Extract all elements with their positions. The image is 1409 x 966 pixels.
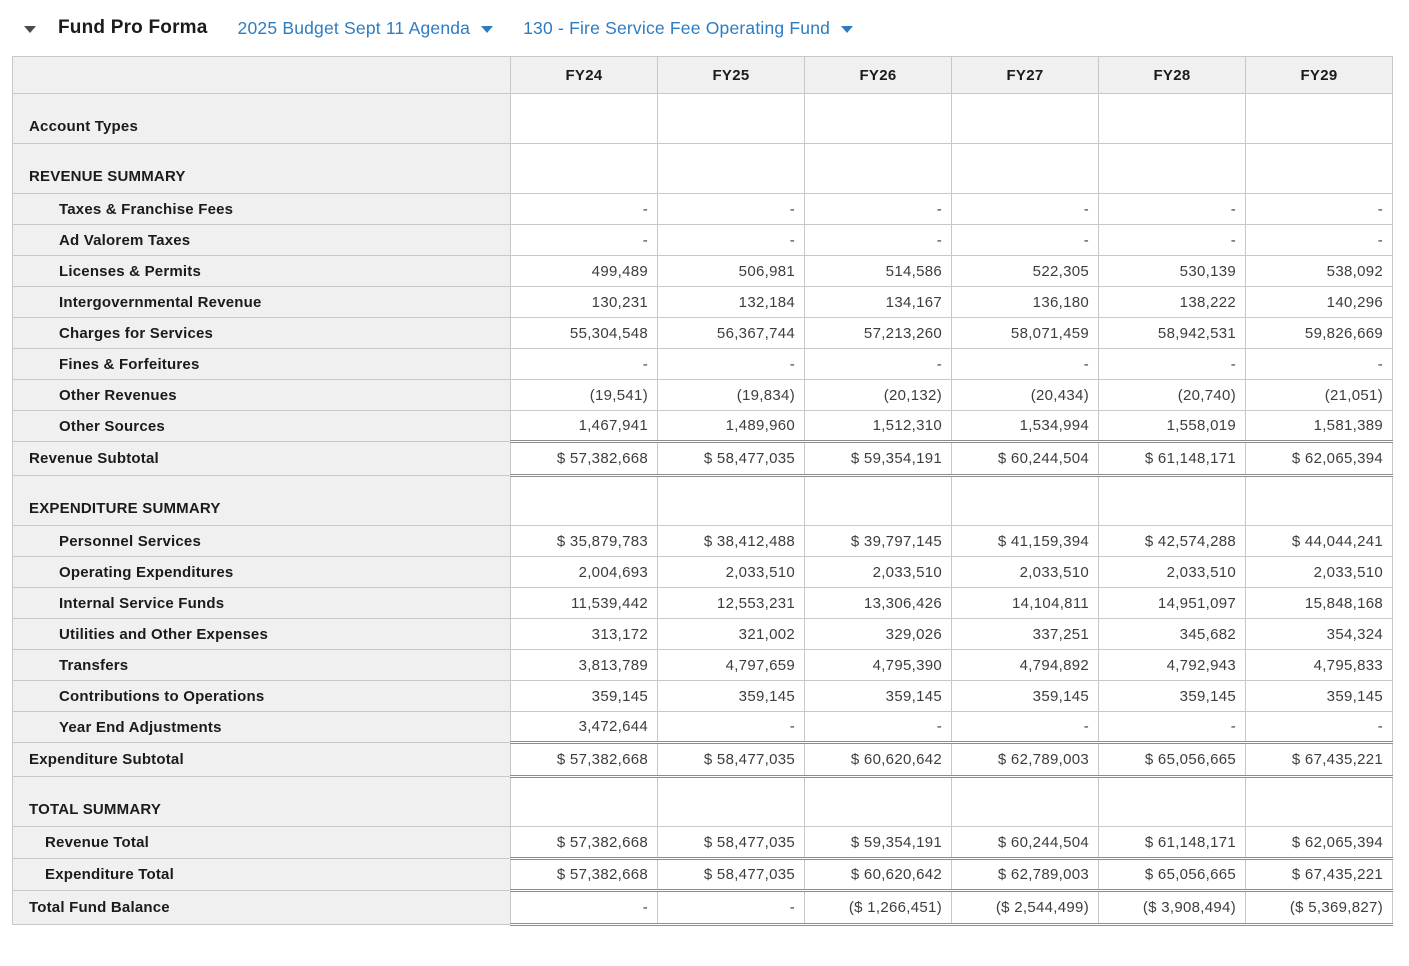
- value-cell-fy26: -: [805, 225, 952, 256]
- value-cell-fy28: 345,682: [1099, 619, 1246, 650]
- value-cell-fy25: 1,489,960: [658, 411, 805, 442]
- total-row: [13, 827, 1393, 859]
- value-cell-fy27: [952, 476, 1099, 526]
- row-label: Expenditure Subtotal: [13, 743, 511, 777]
- value-cell-fy29: 538,092: [1246, 256, 1393, 287]
- value-cell-fy27: [952, 144, 1099, 194]
- value-cell-fy29: 1,581,389: [1246, 411, 1393, 442]
- row-label: Internal Service Funds: [13, 588, 511, 619]
- value-cell-fy29: [1246, 94, 1393, 144]
- value-cell-fy26: [805, 476, 952, 526]
- value-cell-fy24: $ 57,382,668: [511, 442, 658, 476]
- row-label: Personnel Services: [13, 526, 511, 557]
- value-cell-fy28: (20,740): [1099, 380, 1246, 411]
- value-cell-fy26: $ 60,620,642: [805, 859, 952, 891]
- row-label: Licenses & Permits: [13, 256, 511, 287]
- value-cell-fy29: 359,145: [1246, 681, 1393, 712]
- value-cell-fy27: 14,104,811: [952, 588, 1099, 619]
- value-cell-fy27: 337,251: [952, 619, 1099, 650]
- value-cell-fy28: $ 61,148,171: [1099, 827, 1246, 859]
- page-title: Fund Pro Forma: [58, 17, 208, 38]
- row-label: REVENUE SUMMARY: [13, 144, 511, 194]
- column-header-fy26: FY26: [805, 57, 952, 94]
- value-cell-fy26: [805, 94, 952, 144]
- detail-row: [13, 557, 1393, 588]
- value-cell-fy28: $ 42,574,288: [1099, 526, 1246, 557]
- value-cell-fy27: $ 62,789,003: [952, 859, 1099, 891]
- value-cell-fy26: 4,795,390: [805, 650, 952, 681]
- value-cell-fy29: $ 44,044,241: [1246, 526, 1393, 557]
- value-cell-fy29: $ 67,435,221: [1246, 859, 1393, 891]
- value-cell-fy28: 58,942,531: [1099, 318, 1246, 349]
- value-cell-fy26: 514,586: [805, 256, 952, 287]
- row-label: Year End Adjustments: [13, 712, 511, 743]
- row-label: Operating Expenditures: [13, 557, 511, 588]
- row-label: EXPENDITURE SUMMARY: [13, 476, 511, 526]
- value-cell-fy24: -: [511, 891, 658, 925]
- row-label: Utilities and Other Expenses: [13, 619, 511, 650]
- row-label: Expenditure Total: [13, 859, 511, 891]
- row-label: Ad Valorem Taxes: [13, 225, 511, 256]
- value-cell-fy29: -: [1246, 349, 1393, 380]
- value-cell-fy26: -: [805, 194, 952, 225]
- value-cell-fy27: 2,033,510: [952, 557, 1099, 588]
- value-cell-fy26: $ 59,354,191: [805, 827, 952, 859]
- grandtotal-row: [13, 891, 1393, 925]
- value-cell-fy25: -: [658, 194, 805, 225]
- value-cell-fy24: $ 57,382,668: [511, 859, 658, 891]
- chevron-down-icon: [841, 26, 853, 33]
- detail-row: [13, 380, 1393, 411]
- detail-row: [13, 349, 1393, 380]
- value-cell-fy24: 359,145: [511, 681, 658, 712]
- value-cell-fy27: 58,071,459: [952, 318, 1099, 349]
- value-cell-fy25: (19,834): [658, 380, 805, 411]
- row-label: Charges for Services: [13, 318, 511, 349]
- toolbar: [0, 0, 1409, 56]
- fund-proforma-table: [12, 56, 1393, 926]
- row-label: Total Fund Balance: [13, 891, 511, 925]
- total-row: [13, 859, 1393, 891]
- value-cell-fy28: 530,139: [1099, 256, 1246, 287]
- row-label: Revenue Total: [13, 827, 511, 859]
- value-cell-fy26: [805, 777, 952, 827]
- column-header-fy27: FY27: [952, 57, 1099, 94]
- value-cell-fy27: 4,794,892: [952, 650, 1099, 681]
- value-cell-fy27: $ 62,789,003: [952, 743, 1099, 777]
- section-row: [13, 94, 1393, 144]
- column-header-row: [13, 57, 1393, 94]
- value-cell-fy28: -: [1099, 712, 1246, 743]
- value-cell-fy24: $ 35,879,783: [511, 526, 658, 557]
- value-cell-fy27: 522,305: [952, 256, 1099, 287]
- row-label: Transfers: [13, 650, 511, 681]
- value-cell-fy24: 55,304,548: [511, 318, 658, 349]
- row-label: Revenue Subtotal: [13, 442, 511, 476]
- value-cell-fy26: 13,306,426: [805, 588, 952, 619]
- row-label: Account Types: [13, 94, 511, 144]
- value-cell-fy28: 138,222: [1099, 287, 1246, 318]
- fund-dropdown[interactable]: [523, 18, 853, 39]
- value-cell-fy29: 59,826,669: [1246, 318, 1393, 349]
- detail-row: [13, 225, 1393, 256]
- value-cell-fy27: -: [952, 194, 1099, 225]
- chevron-down-icon: [481, 26, 493, 33]
- value-cell-fy29: -: [1246, 194, 1393, 225]
- value-cell-fy25: $ 58,477,035: [658, 442, 805, 476]
- value-cell-fy24: [511, 476, 658, 526]
- value-cell-fy27: 1,534,994: [952, 411, 1099, 442]
- value-cell-fy25: 4,797,659: [658, 650, 805, 681]
- value-cell-fy28: [1099, 94, 1246, 144]
- value-cell-fy26: ($ 1,266,451): [805, 891, 952, 925]
- value-cell-fy26: $ 39,797,145: [805, 526, 952, 557]
- value-cell-fy26: -: [805, 712, 952, 743]
- value-cell-fy29: [1246, 144, 1393, 194]
- value-cell-fy27: (20,434): [952, 380, 1099, 411]
- value-cell-fy24: 2,004,693: [511, 557, 658, 588]
- value-cell-fy25: 321,002: [658, 619, 805, 650]
- section-row: [13, 777, 1393, 827]
- section-row: [13, 144, 1393, 194]
- value-cell-fy26: $ 59,354,191: [805, 442, 952, 476]
- value-cell-fy26: $ 60,620,642: [805, 743, 952, 777]
- fund-dropdown-value: 130 - Fire Service Fee Operating Fund: [523, 17, 831, 38]
- value-cell-fy25: $ 58,477,035: [658, 827, 805, 859]
- value-cell-fy28: [1099, 144, 1246, 194]
- section-row: [13, 476, 1393, 526]
- detail-row: [13, 318, 1393, 349]
- value-cell-fy29: $ 67,435,221: [1246, 743, 1393, 777]
- value-cell-fy25: -: [658, 712, 805, 743]
- value-cell-fy28: $ 65,056,665: [1099, 743, 1246, 777]
- value-cell-fy24: 130,231: [511, 287, 658, 318]
- value-cell-fy28: -: [1099, 194, 1246, 225]
- value-cell-fy25: [658, 777, 805, 827]
- value-cell-fy29: -: [1246, 225, 1393, 256]
- column-header-fy25: FY25: [658, 57, 805, 94]
- value-cell-fy29: 140,296: [1246, 287, 1393, 318]
- value-cell-fy28: -: [1099, 349, 1246, 380]
- value-cell-fy27: 136,180: [952, 287, 1099, 318]
- value-cell-fy29: 4,795,833: [1246, 650, 1393, 681]
- detail-row: [13, 588, 1393, 619]
- value-cell-fy24: 1,467,941: [511, 411, 658, 442]
- value-cell-fy24: $ 57,382,668: [511, 743, 658, 777]
- detail-row: [13, 619, 1393, 650]
- detail-row: [13, 194, 1393, 225]
- collapse-caret-icon[interactable]: [24, 26, 36, 33]
- column-header-fy24: FY24: [511, 57, 658, 94]
- value-cell-fy26: 2,033,510: [805, 557, 952, 588]
- value-cell-fy28: 1,558,019: [1099, 411, 1246, 442]
- value-cell-fy29: [1246, 777, 1393, 827]
- value-cell-fy24: -: [511, 194, 658, 225]
- value-cell-fy29: [1246, 476, 1393, 526]
- detail-row: [13, 287, 1393, 318]
- value-cell-fy25: $ 58,477,035: [658, 859, 805, 891]
- value-cell-fy28: 359,145: [1099, 681, 1246, 712]
- value-cell-fy29: $ 62,065,394: [1246, 827, 1393, 859]
- row-label: Taxes & Franchise Fees: [13, 194, 511, 225]
- value-cell-fy24: [511, 777, 658, 827]
- value-cell-fy28: -: [1099, 225, 1246, 256]
- value-cell-fy24: 3,813,789: [511, 650, 658, 681]
- budget-dropdown-value: 2025 Budget Sept 11 Agenda: [237, 17, 471, 38]
- value-cell-fy28: 14,951,097: [1099, 588, 1246, 619]
- value-cell-fy25: -: [658, 891, 805, 925]
- value-cell-fy28: 4,792,943: [1099, 650, 1246, 681]
- value-cell-fy27: $ 60,244,504: [952, 827, 1099, 859]
- value-cell-fy27: $ 60,244,504: [952, 442, 1099, 476]
- value-cell-fy25: [658, 144, 805, 194]
- value-cell-fy24: 499,489: [511, 256, 658, 287]
- value-cell-fy28: ($ 3,908,494): [1099, 891, 1246, 925]
- value-cell-fy24: 313,172: [511, 619, 658, 650]
- value-cell-fy29: 2,033,510: [1246, 557, 1393, 588]
- detail-row: [13, 526, 1393, 557]
- row-label: Fines & Forfeitures: [13, 349, 511, 380]
- subtotal-row: [13, 442, 1393, 476]
- value-cell-fy29: (21,051): [1246, 380, 1393, 411]
- value-cell-fy24: 3,472,644: [511, 712, 658, 743]
- detail-row: [13, 712, 1393, 743]
- value-cell-fy27: [952, 94, 1099, 144]
- value-cell-fy24: -: [511, 225, 658, 256]
- value-cell-fy25: [658, 94, 805, 144]
- value-cell-fy24: [511, 144, 658, 194]
- value-cell-fy28: [1099, 777, 1246, 827]
- value-cell-fy29: 15,848,168: [1246, 588, 1393, 619]
- value-cell-fy25: 506,981: [658, 256, 805, 287]
- value-cell-fy25: $ 58,477,035: [658, 743, 805, 777]
- value-cell-fy28: [1099, 476, 1246, 526]
- value-cell-fy26: 134,167: [805, 287, 952, 318]
- value-cell-fy25: 359,145: [658, 681, 805, 712]
- row-label: Contributions to Operations: [13, 681, 511, 712]
- value-cell-fy27: ($ 2,544,499): [952, 891, 1099, 925]
- value-cell-fy25: $ 38,412,488: [658, 526, 805, 557]
- detail-row: [13, 681, 1393, 712]
- value-cell-fy24: 11,539,442: [511, 588, 658, 619]
- value-cell-fy25: -: [658, 349, 805, 380]
- value-cell-fy27: -: [952, 349, 1099, 380]
- value-cell-fy26: 1,512,310: [805, 411, 952, 442]
- value-cell-fy25: 2,033,510: [658, 557, 805, 588]
- value-cell-fy24: (19,541): [511, 380, 658, 411]
- row-label: TOTAL SUMMARY: [13, 777, 511, 827]
- row-label: Other Sources: [13, 411, 511, 442]
- value-cell-fy26: 57,213,260: [805, 318, 952, 349]
- column-header-fy28: FY28: [1099, 57, 1246, 94]
- value-cell-fy27: -: [952, 225, 1099, 256]
- value-cell-fy29: -: [1246, 712, 1393, 743]
- subtotal-row: [13, 743, 1393, 777]
- value-cell-fy27: 359,145: [952, 681, 1099, 712]
- value-cell-fy27: [952, 777, 1099, 827]
- row-label: Intergovernmental Revenue: [13, 287, 511, 318]
- value-cell-fy26: 359,145: [805, 681, 952, 712]
- value-cell-fy28: 2,033,510: [1099, 557, 1246, 588]
- value-cell-fy29: $ 62,065,394: [1246, 442, 1393, 476]
- column-header-fy29: FY29: [1246, 57, 1393, 94]
- value-cell-fy24: $ 57,382,668: [511, 827, 658, 859]
- value-cell-fy24: [511, 94, 658, 144]
- value-cell-fy24: -: [511, 349, 658, 380]
- detail-row: [13, 256, 1393, 287]
- detail-row: [13, 650, 1393, 681]
- value-cell-fy25: 12,553,231: [658, 588, 805, 619]
- value-cell-fy29: ($ 5,369,827): [1246, 891, 1393, 925]
- value-cell-fy25: -: [658, 225, 805, 256]
- value-cell-fy28: $ 65,056,665: [1099, 859, 1246, 891]
- value-cell-fy27: $ 41,159,394: [952, 526, 1099, 557]
- value-cell-fy25: 132,184: [658, 287, 805, 318]
- value-cell-fy27: -: [952, 712, 1099, 743]
- fund-proforma-grid: [12, 56, 1393, 926]
- row-label: Other Revenues: [13, 380, 511, 411]
- value-cell-fy25: [658, 476, 805, 526]
- value-cell-fy29: 354,324: [1246, 619, 1393, 650]
- value-cell-fy26: (20,132): [805, 380, 952, 411]
- value-cell-fy25: 56,367,744: [658, 318, 805, 349]
- value-cell-fy26: 329,026: [805, 619, 952, 650]
- budget-dropdown[interactable]: [238, 18, 494, 39]
- column-header-blank: [13, 57, 511, 94]
- value-cell-fy26: [805, 144, 952, 194]
- value-cell-fy28: $ 61,148,171: [1099, 442, 1246, 476]
- value-cell-fy26: -: [805, 349, 952, 380]
- detail-row: [13, 411, 1393, 442]
